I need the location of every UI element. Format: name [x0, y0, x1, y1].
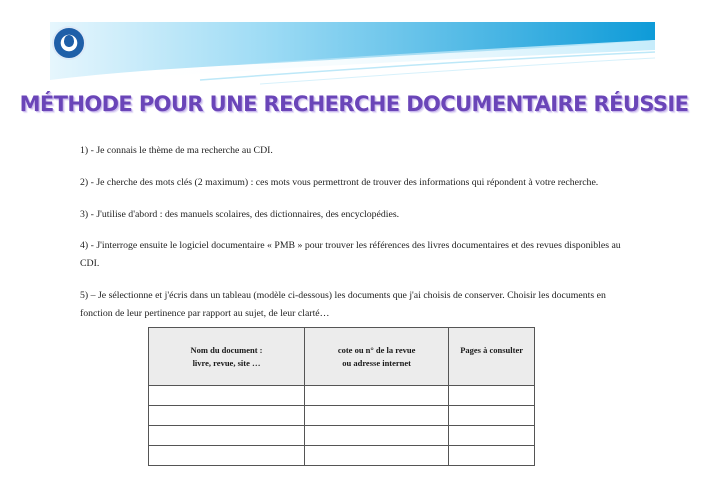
table-cell — [149, 426, 305, 446]
header-document-name — [149, 328, 305, 386]
table-cell — [305, 406, 449, 426]
table-cell — [149, 406, 305, 426]
header-call-number — [305, 328, 449, 386]
table-cell — [449, 406, 535, 426]
header-pages-line1: Pages à consulter — [460, 345, 523, 355]
table-cell — [449, 446, 535, 466]
school-emblem-icon — [52, 26, 86, 60]
header-call-number-line2: ou adresse internet — [342, 358, 412, 368]
header-pages — [449, 328, 535, 386]
table-cell — [449, 426, 535, 446]
table-cell — [305, 446, 449, 466]
header-document-name-line2: livre, revue, site … — [192, 358, 261, 368]
header-call-number-line1: cote ou n° de la revue — [337, 345, 416, 355]
step-3-text: 3) - J'utilise d'abord : des manuels scolaires, des dictionnaires, des encyclopédies. — [80, 209, 400, 220]
table-row — [149, 386, 535, 406]
table-row — [149, 406, 535, 426]
document-table — [148, 327, 535, 466]
header-document-name-line1: Nom du document : — [190, 345, 263, 355]
table-row — [149, 446, 535, 466]
table-cell — [149, 446, 305, 466]
step-4-text: 4) - J'interroge ensuite le logiciel documentaire « PMB » pour trouver les références des livres documentaires et des revues disponibles au CDI. — [80, 240, 621, 269]
table-cell — [305, 386, 449, 406]
step-5-text: 5) – Je sélectionne et j'écris dans un tableau (modèle ci-dessous) les documents que j'ai choisis de conserver. Choisir les documents en fonction de leur pertinence par rapport au sujet, de leur clarté… — [80, 290, 606, 319]
header-banner — [0, 0, 708, 95]
step-2-text: 2) - Je cherche des mots clés (2 maximum) : ces mots vous permettront de trouver des informations qui répondent à votre recherche. — [80, 177, 599, 188]
table-header-row — [149, 328, 535, 386]
step-1-text: 1) - Je connais le thème de ma recherche au CDI. — [80, 145, 273, 156]
table-cell — [149, 386, 305, 406]
table-cell — [305, 426, 449, 446]
table-row — [149, 426, 535, 446]
table-cell — [449, 386, 535, 406]
page-title: MÉTHODE POUR UNE RECHERCHE DOCUMENTAIRE RÉUSSIE — [19, 92, 689, 116]
